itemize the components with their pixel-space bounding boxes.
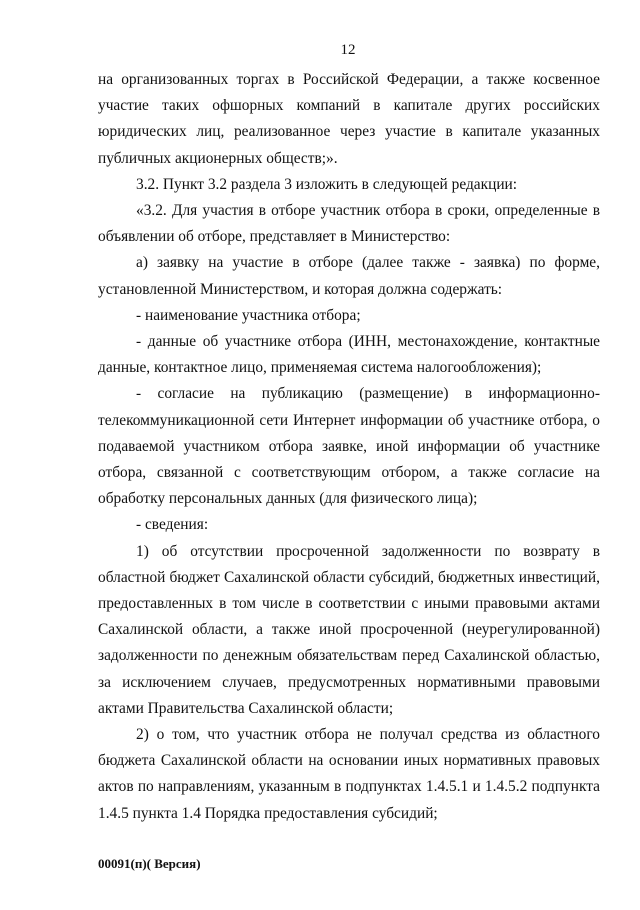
paragraph-item-a: а) заявку на участие в отборе (далее также - заявка) по форме, установленной Министерством, и которая должна содержать:: [98, 254, 600, 298]
paragraph-clause-3-2-text: «3.2. Для участия в отборе участник отбора в сроки, определенные в объявлении об отборе, представляет в Министерство:: [98, 202, 600, 246]
page-number: 12: [340, 42, 356, 58]
paragraph-dash-data: - данные об участнике отбора (ИНН, местонахождение, контактные данные, контактное лицо, применяемая система налогообложения);: [98, 333, 600, 377]
paragraph-continuation: на организованных торгах в Российской Федерации, а также косвенное участие таких офшорных компаний в капитале других российских юридических лиц, реализованное через участие в капитале указанных публичных акционерных обществ;».: [98, 71, 600, 167]
paragraph-dash-name: - наименование участника отбора;: [136, 306, 361, 324]
paragraph-dash-consent: - согласие на публикацию (размещение) в информационно-телекоммуникационной сети Интернет информации об участнике отбора, о подаваемой участником отбора заявке, иной информации об участнике отбора, связанной с соответствующим отбором, а также согласие на обработку персональных данных (для физического лица);: [98, 385, 600, 508]
footer-document-code: 00091(п)( Версия): [98, 856, 201, 871]
paragraph-clause-3-2: 3.2. Пункт 3.2 раздела 3 изложить в следующей редакции:: [136, 175, 518, 193]
paragraph-item-1: 1) об отсутствии просроченной задолженности по возврату в областной бюджет Сахалинской области субсидий, бюджетных инвестиций, предоставленных в том числе в соответствии с иными правовыми актами Сахалинской области, а также иной просроченной (неурегулированной) задолженности по денежным обязательствам перед Сахалинской областью, за исключением случаев, предусмотренных нормативными правовыми актами Правительства Сахалинской области;: [98, 542, 600, 717]
document-body: [98, 67, 600, 827]
paragraph-dash-info: - сведения:: [136, 516, 209, 534]
paragraph-item-2: 2) о том, что участник отбора не получал средства из областного бюджета Сахалинской области на основании иных нормативных правовых актов по направлениям, указанным в подпунктах 1.4.5.1 и 1.4.5.2 подпункта 1.4.5 пункта 1.4 Порядка предоставления субсидий;: [98, 726, 600, 822]
